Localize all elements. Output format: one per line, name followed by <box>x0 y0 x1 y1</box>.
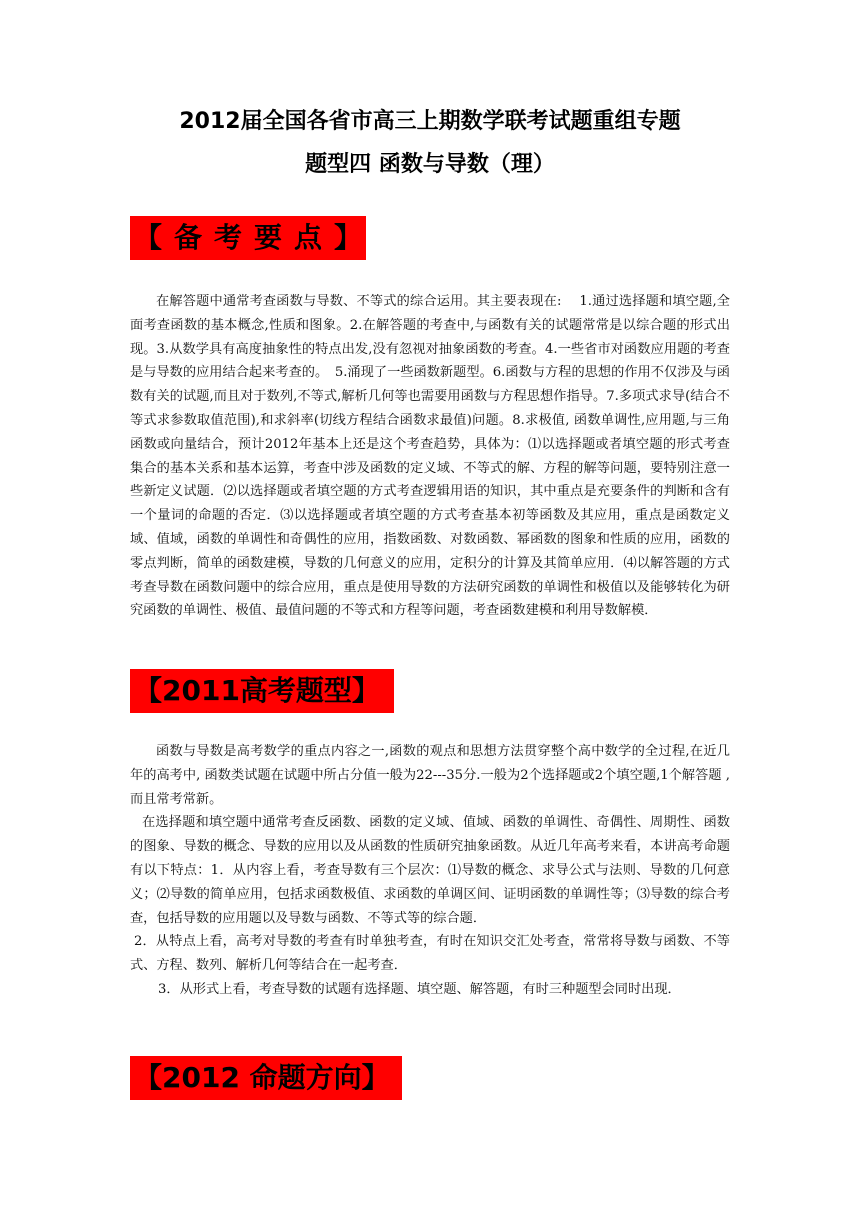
section-heading-2011-exam: 【2011高考题型】 <box>130 669 394 713</box>
key-points-text <box>130 290 730 623</box>
exam-2011-paragraph-4: 3．从形式上看，考查导数的试题有选择题、填空题、解答题，有时三种题型会同时出现． <box>158 981 681 997</box>
section-heading-key-points: 【备考要点】 <box>130 216 366 260</box>
key-points-paragraph: 在解答题中通常考查函数与导数、不等式的综合运用。其主要表现在: 1.通过选择题和填空题,全面考查函数的基本概念,性质和图象。2.在解答题的考查中,与函数有关的试题常常是以综合题的形式出现。3.从数学具有高度抽象性的特点出发,没有忽视对抽象函数的考查。4.一些省市对函数应用题的考查是与导数的应用结合起来考查的。 5.涌现了一些函数新题型。6.函数与方程的思想的作用不仅涉及与函数有关的试题,而且对于数列,不等式,解析几何等也需要用函数与方程思想作指导。7.多项式求导(结合不等式求参数取值范围),和求斜率(切线方程结合函数求最值)问题。8.求极值, 函数单调性,应用题,与三角函数或向量结合，预计2012年基本上还是这个考查趋势，具体为：⑴以选择题或者填空题的形式考查集合的基本关系和基本运算，考查中涉及函数的定义域、不等式的解、方程的解等问题，要特别注意一些新定义试题．⑵以选择题或者填空题的方式考查逻辑用语的知识，其中重点是充要条件的判断和含有一个量词的命题的否定．⑶以选择题或者填空题的方式考查基本初等函数及其应用，重点是函数定义域、值域，函数的单调性和奇偶性的应用，指数函数、对数函数、幂函数的图象和性质的应用，函数的零点判断，简单的函数建模，导数的几何意义的应用，定积分的计算及其简单应用．⑷以解答题的方式考查导数在函数问题中的综合应用，重点是使用导数的方法研究函数的单调性和极值以及能够转化为研究函数的单调性、极值、最值问题的不等式和方程等问题，考查函数建模和利用导数解模． <box>130 294 730 619</box>
section-heading-2012-direction: 【2012 命题方向】 <box>130 1056 402 1100</box>
exam-2011-paragraph-3: 2．从特点上看，高考对导数的考查有时单独考查，有时在知识交汇处考查，常常将导数与函数、不等式、方程、数列、解析几何等结合在一起考查． <box>130 934 730 974</box>
exam-2011-paragraph-2: 在选择题和填空题中通常考查反函数、函数的定义域、值域、函数的单调性、奇偶性、周期性、函数的图象、导数的概念、导数的应用以及从函数的性质研究抽象函数。从近几年高考来看，本讲高考命题有以下特点：1．从内容上看，考查导数有三个层次：⑴导数的概念、求导公式与法则、导数的几何意义；⑵导数的简单应用，包括求函数极值、求函数的单调区间、证明函数的单调性等；⑶导数的综合考查，包括导数的应用题以及导数与函数、不等式等的综合题． <box>130 815 730 926</box>
exam-2011-text <box>130 740 730 1002</box>
document-subtitle: 题型四 函数与导数（理） <box>305 152 555 177</box>
document-title: 2012届全国各省市高三上期数学联考试题重组专题 <box>179 109 681 134</box>
exam-2011-paragraph-1: 函数与导数是高考数学的重点内容之一,函数的观点和思想方法贯穿整个高中数学的全过程,在近几年的高考中, 函数类试题在试题中所占分值一般为22---35分.一般为2个选择题或2个填空题,1个解答题 ,而且常考常新。 <box>130 744 730 807</box>
